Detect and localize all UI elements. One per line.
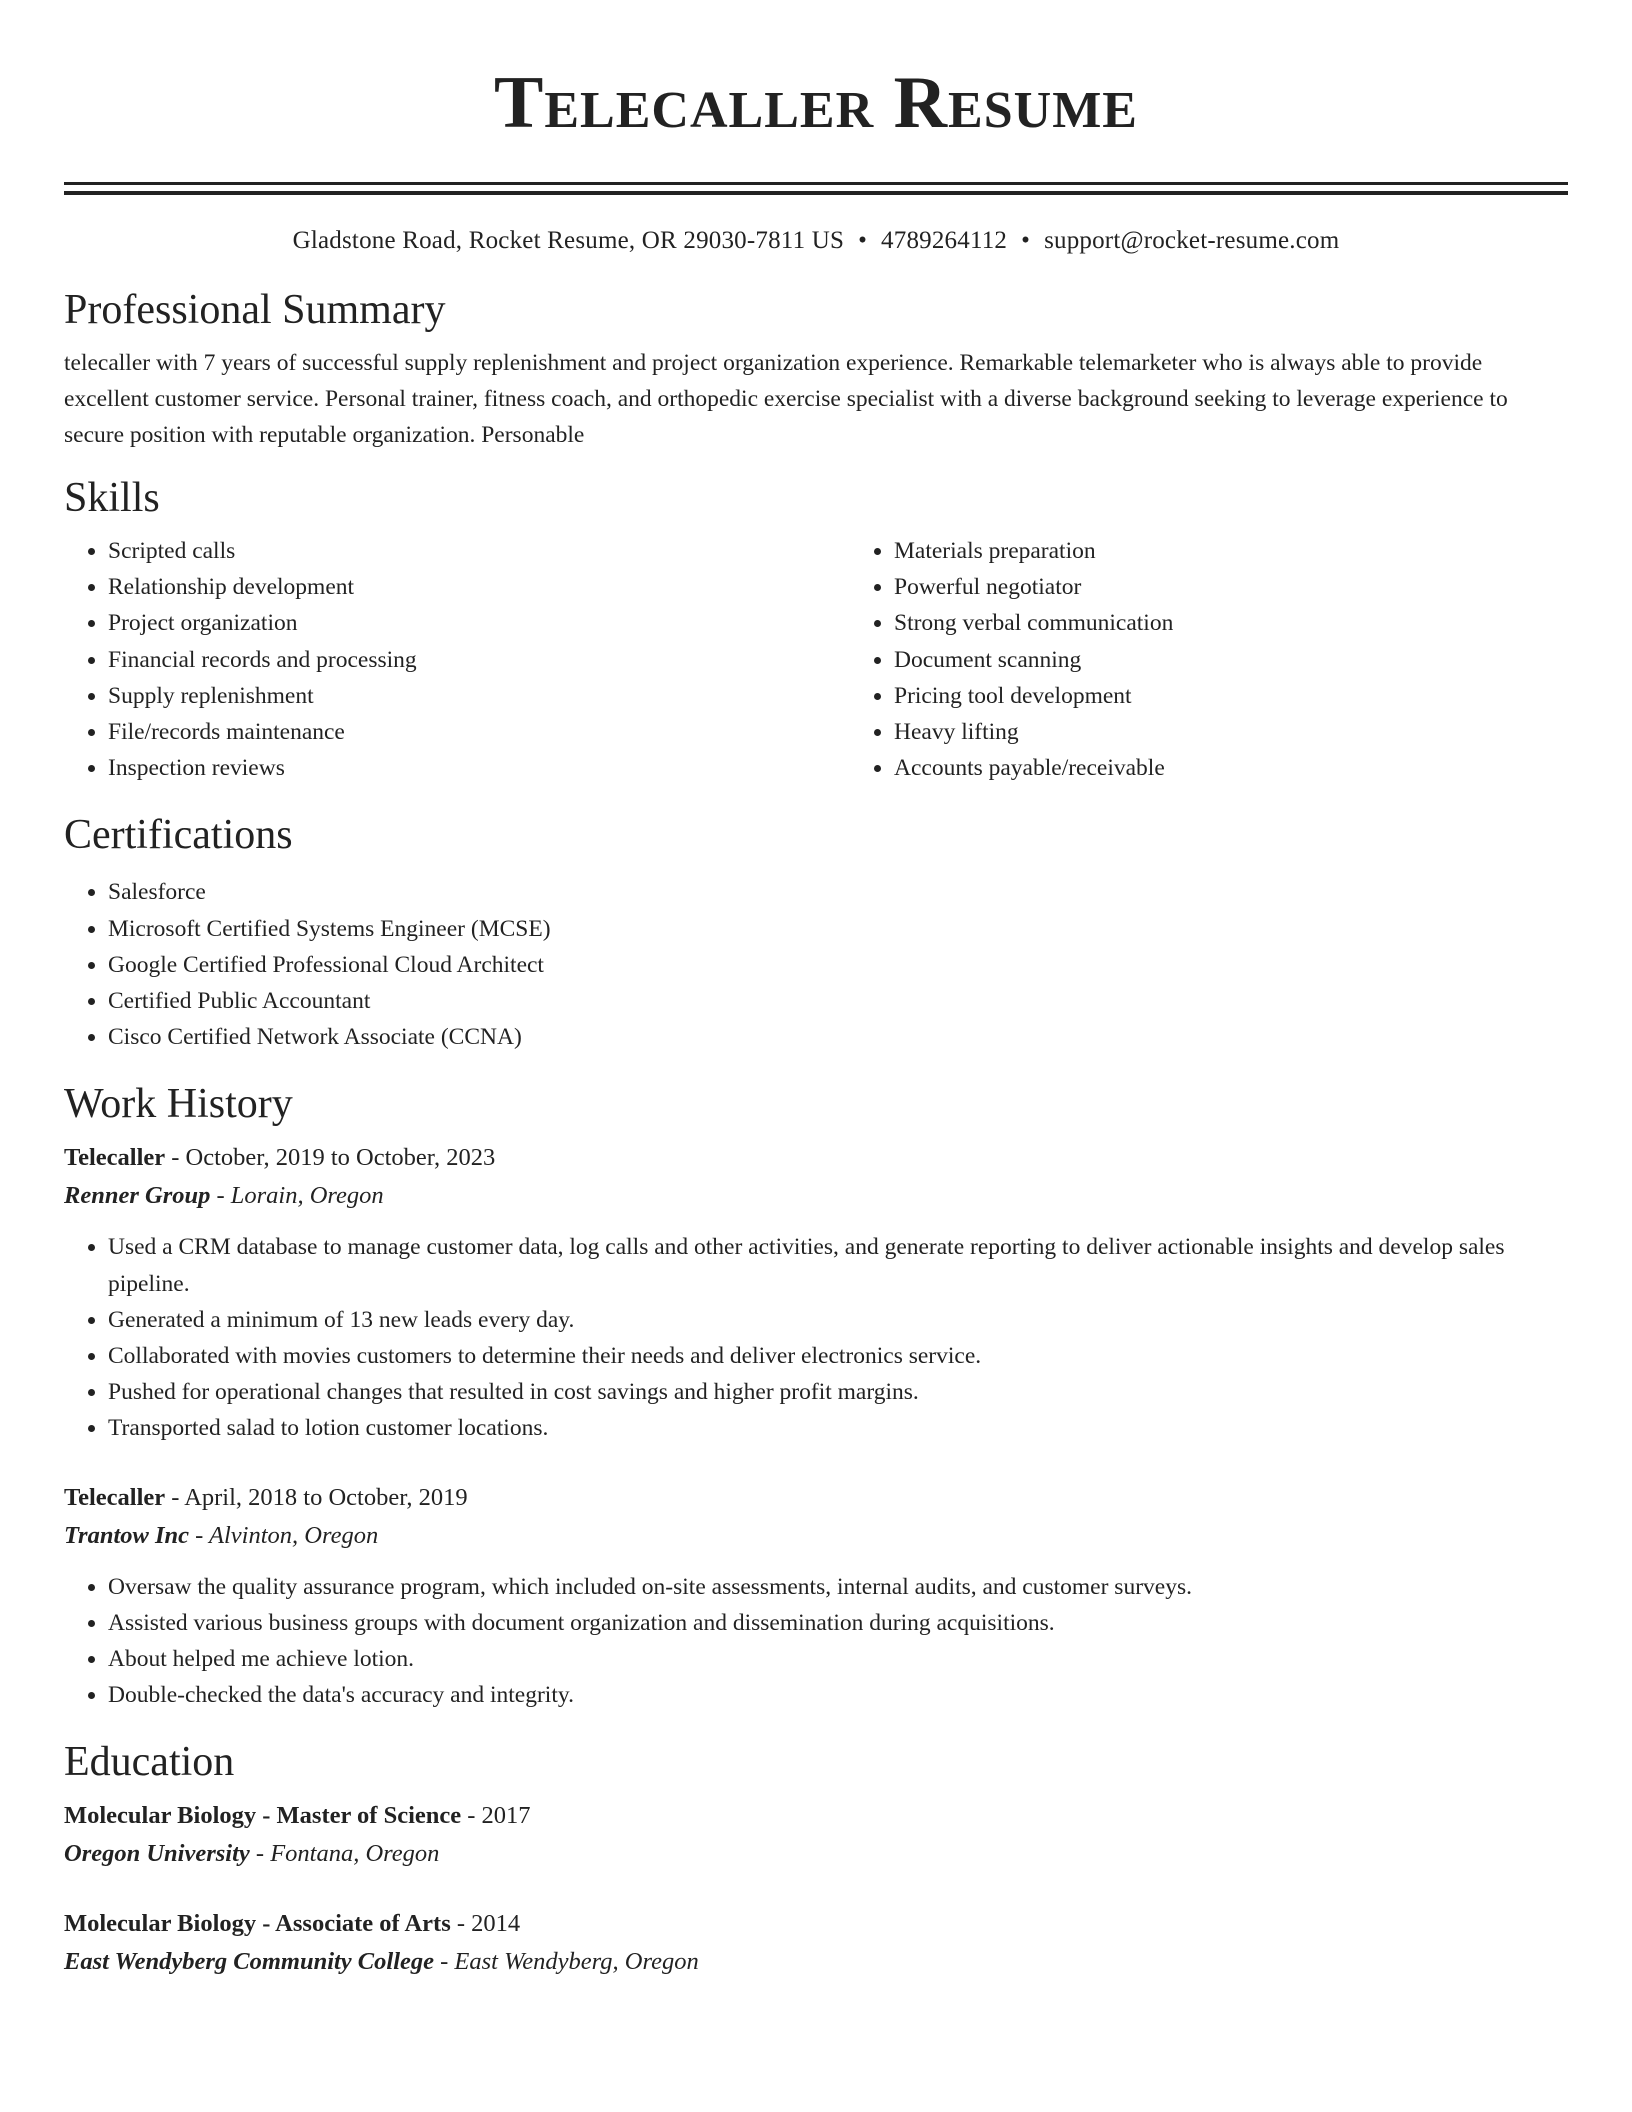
skills-columns <box>64 533 1568 786</box>
skill-item: • Strong verbal communication <box>894 605 1173 641</box>
work-entry <box>64 1479 1568 1714</box>
work-entry <box>64 1139 1568 1446</box>
skill-item: • File/records maintenance <box>108 714 850 750</box>
summary-text: telecaller with 7 years of successful supply replenishment and project organization experience. Remarkable telemarketer who is always able to provide excellent customer service. Personal trainer, fitness coach, and orthopedic exercise specialist with a diverse background seeking to leverage experience to secure position with reputable organization. Personable <box>64 350 1508 448</box>
education-entry <box>64 1905 1568 1981</box>
job-location: - Lorain, Oregon <box>210 1182 384 1210</box>
education-location: - East Wendyberg, Oregon <box>434 1948 699 1976</box>
education-location: - Fontana, Oregon <box>249 1840 440 1868</box>
skill-item: • Inspection reviews <box>108 750 850 786</box>
certification-item: • Cisco Certified Network Associate (CCNA) <box>108 1019 1568 1055</box>
skill-item: • Project organization <box>108 605 850 641</box>
job-company-line <box>64 1177 1568 1215</box>
education-school: East Wendyberg Community College <box>64 1948 435 1976</box>
contact-separator: • <box>1021 227 1031 254</box>
job-company: Renner Group <box>64 1182 211 1210</box>
education-school-line <box>64 1943 1568 1981</box>
job-title: Telecaller <box>64 1144 166 1172</box>
education-degree: Molecular Biology - Master of Science <box>64 1802 462 1830</box>
skill-item: • Relationship development <box>108 569 850 605</box>
skill-item: • Scripted calls <box>108 533 850 569</box>
job-duty-item: • About helped me achieve lotion. <box>108 1641 1568 1677</box>
certification-item: • Salesforce <box>108 874 1568 910</box>
skill-item: • Financial records and processing <box>108 642 850 678</box>
skill-item: • Accounts payable/receivable <box>894 750 1173 786</box>
contact-email: support@rocket-resume.com <box>1044 227 1340 254</box>
job-duty-item: • Collaborated with movies customers to determine their needs and deliver electronics service. <box>108 1338 1568 1374</box>
job-duty-item: • Pushed for operational changes that resulted in cost savings and higher profit margins. <box>108 1374 1568 1410</box>
skill-item: • Supply replenishment <box>108 678 850 714</box>
education-school: Oregon University <box>64 1840 250 1868</box>
contact-separator: • <box>858 227 868 254</box>
skills-heading: Skills <box>64 475 160 521</box>
certifications-list <box>64 874 1568 1055</box>
skill-item: • Document scanning <box>894 642 1173 678</box>
certifications-heading: Certifications <box>64 812 293 859</box>
job-duty-item: • Oversaw the quality assurance program, which included on-site assessments, internal audits, and customer surveys. <box>108 1569 1568 1605</box>
contact-phone: 4789264112 <box>881 227 1008 254</box>
job-duty-item: • Generated a minimum of 13 new leads every day. <box>108 1302 1568 1338</box>
skills-list-right <box>850 533 1173 786</box>
skill-item: • Powerful negotiator <box>894 569 1173 605</box>
job-company-line <box>64 1517 1568 1555</box>
education-degree: Molecular Biology - Associate of Arts <box>64 1910 451 1938</box>
job-duty-item: • Transported salad to lotion customer locations. <box>108 1410 1568 1446</box>
certification-item: • Google Certified Professional Cloud Architect <box>108 947 1568 983</box>
skill-item: • Pricing tool development <box>894 678 1173 714</box>
education-school-line <box>64 1835 1568 1873</box>
job-title-line <box>64 1139 1568 1177</box>
job-title-line <box>64 1479 1568 1517</box>
contact-line <box>64 223 1568 259</box>
job-duty-item: • Assisted various business groups with document organization and dissemination during acquisitions. <box>108 1605 1568 1641</box>
education-year: - 2017 <box>461 1802 531 1830</box>
job-title: Telecaller <box>64 1483 166 1511</box>
work-history-heading: Work History <box>64 1081 293 1128</box>
skills-list-left <box>64 533 850 786</box>
education-degree-line <box>64 1797 1568 1835</box>
job-company: Trantow Inc <box>64 1521 190 1549</box>
education-heading: Education <box>64 1739 235 1786</box>
job-duties-list <box>64 1229 1568 1446</box>
education-year: - 2014 <box>450 1910 521 1938</box>
summary-heading: Professional Summary <box>64 287 446 333</box>
job-duty-item: • Used a CRM database to manage customer data, log calls and other activities, and generate reporting to deliver actionable insights and develop sales pipeline. <box>108 1229 1568 1301</box>
job-location: - Alvinton, Oregon <box>189 1521 379 1549</box>
job-duties-list <box>64 1569 1568 1714</box>
job-dates: - April, 2018 to October, 2019 <box>165 1483 468 1511</box>
contact-address: Gladstone Road, Rocket Resume, OR 29030-7811 US <box>292 227 845 254</box>
header-divider-thick <box>64 191 1568 195</box>
resume-title: Telecaller Resume <box>494 62 1138 144</box>
education-degree-line <box>64 1905 1568 1943</box>
certification-item: • Certified Public Accountant <box>108 983 1568 1019</box>
job-duty-item: • Double-checked the data's accuracy and integrity. <box>108 1677 1568 1713</box>
certification-item: • Microsoft Certified Systems Engineer (MCSE) <box>108 911 1568 947</box>
skill-item: • Heavy lifting <box>894 714 1173 750</box>
job-dates: - October, 2019 to October, 2023 <box>165 1144 496 1172</box>
education-entry <box>64 1797 1568 1873</box>
skill-item: • Materials preparation <box>894 533 1173 569</box>
header-divider-thin <box>64 182 1568 185</box>
